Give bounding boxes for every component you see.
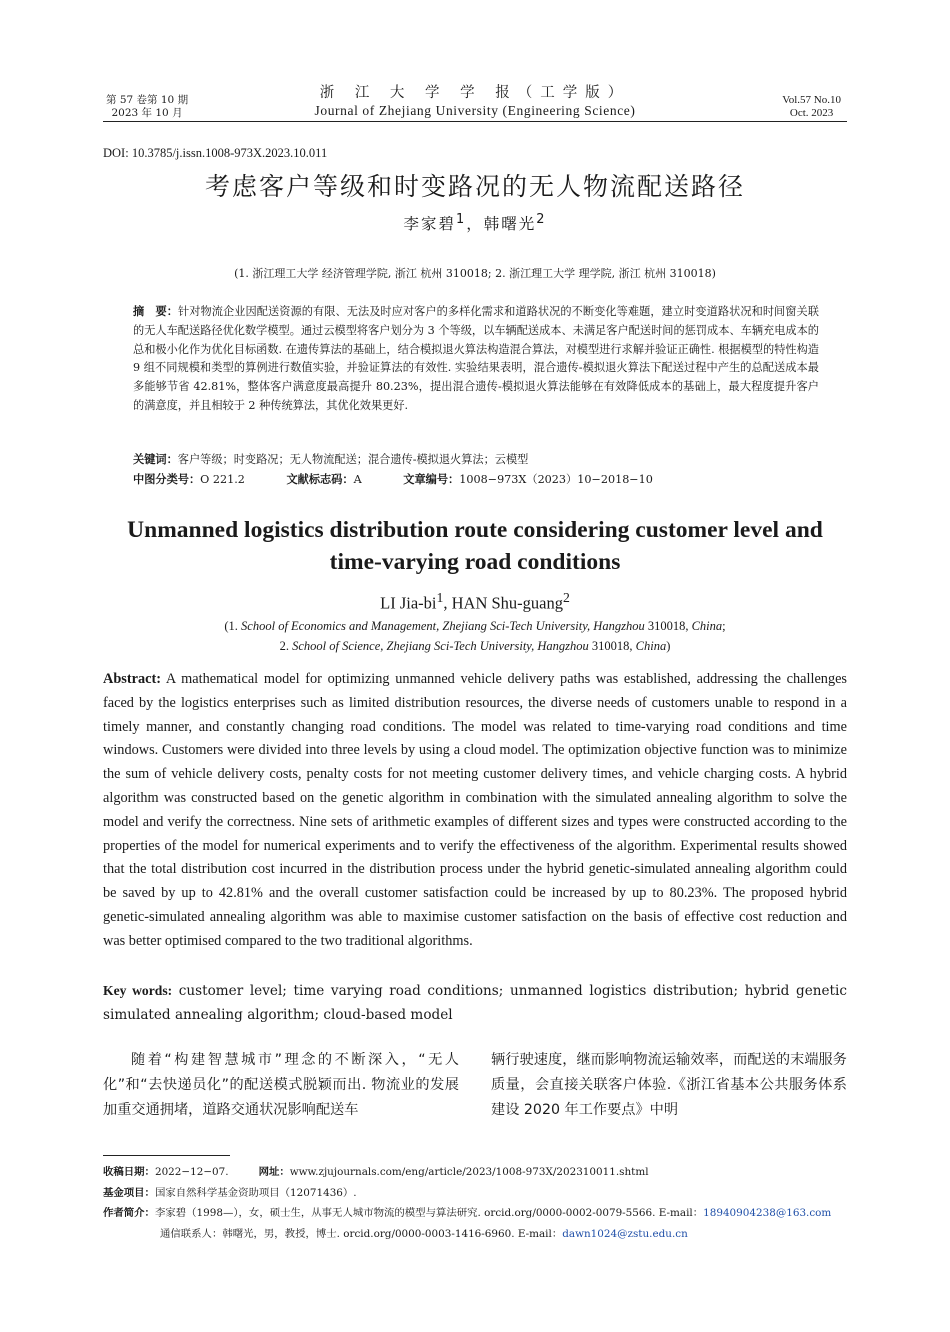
body-column-right: 辆行驶速度，继而影响物流运输效率，而配送的末端服务质量，会直接关联客户体验.《浙江省基本公共服务体系建设 2020 年工作要点》中明 (491, 1052, 847, 1118)
cn-affiliation: (1. 浙江理工大学 经济管理学院, 浙江 杭州 310018; 2. 浙江理工大学 理学院, 浙江 杭州 310018) (234, 267, 716, 280)
cn-keywords: 关键词：客户等级；时变路况；无人物流配送；混合遗传-模拟退火算法；云模型 (133, 453, 529, 466)
body-column-left: 随着“构建智慧城市”理念的不断深入，“无人化”和“去快递员化”的配送模式脱颖而出. 物流业的发展加重交通拥堵，道路交通状况影响配送车 (103, 1052, 459, 1118)
header-journal (103, 84, 847, 120)
footnote-rule (103, 1155, 230, 1156)
author-email-link[interactable]: 18940904238@163.com (703, 1207, 832, 1219)
en-affiliation: (1. School of Economics and Management, Zhejiang Sci-Tech University, Hangzhou 310018, China; 2. School of Science, Zhejiang Sci-Tech University, Hangzhou 310018, China) (224, 619, 726, 653)
en-title: Unmanned logistics distribution route considering customer level and time-varying road conditions (127, 517, 823, 575)
header-volume-en: Vol.57 No.10 Oct. 2023 (782, 94, 841, 119)
contact-email-link[interactable]: dawn1024@zstu.edu.cn (562, 1227, 688, 1240)
running-header (103, 84, 847, 122)
cn-abstract: 摘 要：针对物流企业因配送资源的有限、无法及时应对客户的多样化需求和道路状况的不断变化等难题，建立时变道路状况和时间窗关联的无人车配送路径优化数学模型。通过云模型将客户划分为 3 个等级，以车辆配送成本、未满足客户配送时间的惩罚成本、车辆充电成本的总和极小化作为优化目标函数. 在遗传算法的基础上，结合模拟退火算法构造混合算法，对模型进行求解并验证正确性. 根据模型的特性构造 9 组不同规模和类型的算例进行数值实验，并验证算法的有效性. 实验结果表明，混合遗传-模拟退火算法下配送过程中产生的总配送成本最多能够节省 42.81%，整体客户满意度最高提升 80.23%，提出混合遗传-模拟退火算法能够在有效降低成本的基础上，最大程度提升客户的满意度，并且相较于 2 种传统算法，其优化效果更好. (133, 305, 819, 412)
footnote-author: 作者简介：李家碧（1998—），女，硕士生，从事无人城市物流的模型与算法研究. orcid.org/0000-0002-0079-5566. E-mail：18940904238@163.com (103, 1207, 832, 1219)
en-authors: LI Jia-$bi^1$, HAN Shu-guang$^2$ (380, 590, 570, 613)
footnote-received: 收稿日期：2022−12−07. 网址：www.zjujournals.com/eng/article/2023/1008-973X/202310011.shtml (103, 1166, 649, 1178)
en-abstract-label: Abstract: (103, 671, 161, 687)
en-abstract: Abstract: A mathematical model for optimizing unmanned vehicle delivery paths was established, addressing the challenges faced by the logistics enterprises such as limited distribution resources, the diverse needs of customers unable to respond in a timely manner, and constantly changing road conditions. The model was related to time-varying road conditions and time windows. Customers were divided into three levels by using a cloud model. The optimization objective function was to minimize the sum of vehicle delivery costs, penalty costs for not meeting customer delivery times, and vehicle charging costs. A hybrid algorithm was constructed based on the genetic algorithm in combination with the simulated annealing algorithm to solve the model and verify the correctness. Nine sets of arithmetic examples of different sizes and types were constructed according to the properties of the model for numerical experiments and to verify the effectiveness of the algorithm. Experimental results showed that the total distribution cost incurred in the distribution process under the hybrid genetic-simulated annealing algorithm could be saved by up to 42.81% and the overall customer satisfaction could be increased by up to 80.23%. The proposed hybrid genetic-simulated annealing algorithm was able to maximise customer satisfaction on the basis of effective cost reduction and was better optimised compared to the two traditional algorithms. (103, 671, 847, 949)
footnote-fund: 基金项目：国家自然科学基金资助项目（12071436）. (103, 1186, 357, 1199)
footnote-contact: 通信联系人：韩曙光，男，教授，博士. orcid.org/0000-0003-1416-6960. E-mail：dawn1024@zstu.edu.cn (160, 1227, 688, 1240)
cn-title: 考虑客户等级和时变路况的无人物流配送路径 (204, 172, 745, 201)
en-keywords: Key words: customer level; time varying road conditions; unmanned logistics distribution; hybrid genetic simulated annealing algorithm; cloud-based model (103, 983, 847, 1023)
cn-classification: 中图分类号：O 221.2 文献标志码：A 文章编号：1008−973X（2023）10−2018−10 (133, 473, 653, 486)
cn-authors: 李家碧$^1$，韩曙光$^2$ (403, 212, 547, 234)
footnotes (103, 1162, 863, 1244)
doi: DOI: 10.3785/j.issn.1008-973X.2023.10.011 (103, 146, 328, 160)
header-volume-cn: 第 57 卷第 10 期 2023 年 10 月 (106, 94, 189, 119)
journal-name-cn: 浙 江 大 学 学 报（工学版） (319, 85, 631, 101)
journal-name-en: Journal of Zhejiang University (Engineering Science) (314, 103, 636, 118)
cn-abstract-label: 摘 要： (133, 305, 178, 318)
